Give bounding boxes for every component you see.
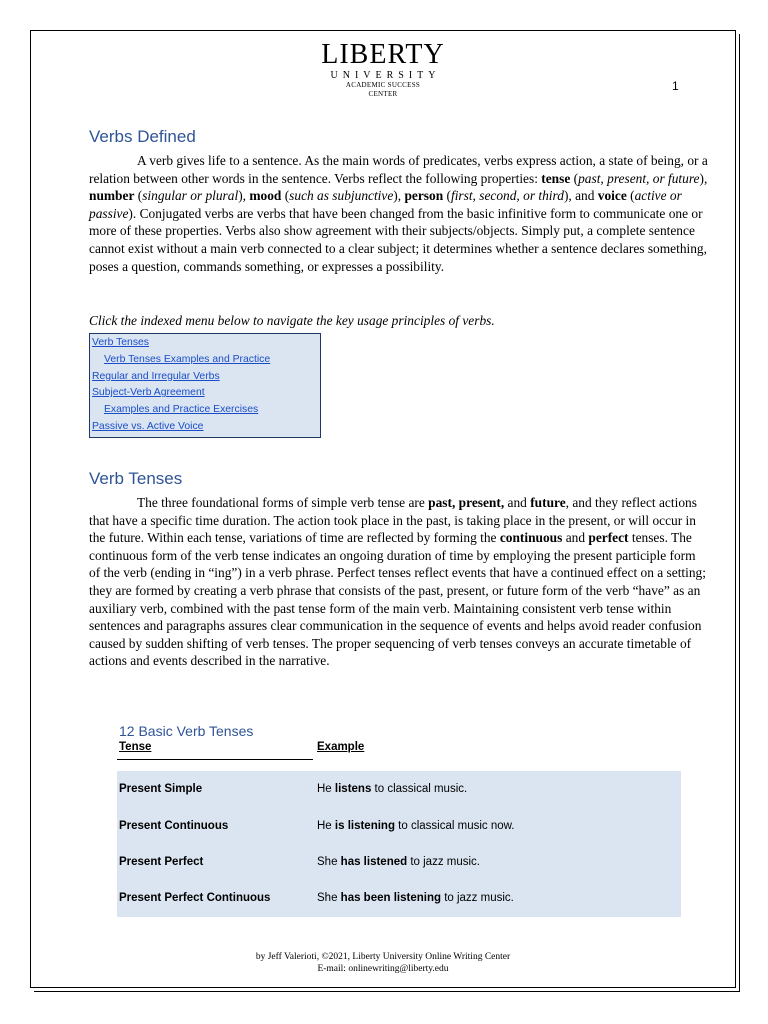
heading-verb-tenses: Verb Tenses bbox=[89, 469, 183, 488]
bold-term: has been listening bbox=[340, 892, 441, 904]
bold-term: future bbox=[530, 495, 566, 510]
example-cell: She has been listening to jazz music. bbox=[317, 892, 514, 904]
logo-line-1: ACADEMIC SUCCESS bbox=[345, 81, 421, 89]
page-footer bbox=[31, 951, 735, 975]
nav-link-verb-tenses[interactable]: Verb Tenses bbox=[92, 337, 149, 348]
bold-term: is listening bbox=[334, 820, 395, 832]
nav-link-passive-active[interactable]: Passive vs. Active Voice bbox=[92, 420, 204, 432]
navigation-instruction: Click the indexed menu below to navigate the key usage principles of verbs. bbox=[89, 313, 495, 328]
italic-term: singular or plural bbox=[142, 188, 239, 204]
example-cell: He listens to classical music. bbox=[317, 783, 468, 795]
italic-term: such as subjunctive bbox=[289, 188, 394, 204]
header-rule bbox=[117, 759, 313, 760]
nav-link-verb-tenses-examples[interactable]: Verb Tenses Examples and Practice bbox=[104, 353, 271, 365]
logo-line-2: CENTER bbox=[368, 90, 398, 98]
example-cell: She has listened to jazz music. bbox=[317, 856, 480, 868]
italic-term: first, second, or third bbox=[450, 188, 564, 204]
table-row bbox=[117, 880, 681, 916]
column-header-example: Example bbox=[317, 741, 365, 753]
tense-cell: Present Perfect bbox=[119, 856, 204, 868]
logo-wordmark: LIBERTY bbox=[321, 39, 445, 70]
nav-link-regular-irregular[interactable]: Regular and Irregular Verbs bbox=[92, 370, 220, 382]
nav-link-examples-practice[interactable]: Examples and Practice Exercises bbox=[104, 404, 259, 416]
bold-term: perfect bbox=[588, 530, 629, 546]
verb-tense-table bbox=[117, 771, 681, 917]
bold-term: person bbox=[404, 188, 444, 204]
italic-term: active or passive bbox=[89, 188, 682, 221]
example-cell: He is listening to classical music now. bbox=[317, 820, 515, 832]
bold-term: continuous bbox=[499, 530, 563, 546]
bold-term: has listened bbox=[340, 856, 408, 868]
nav-link-subject-verb-agreement[interactable]: Subject-Verb Agreement bbox=[92, 387, 205, 399]
bold-term: past, present, bbox=[428, 495, 505, 510]
bold-term: mood bbox=[249, 188, 282, 204]
page-number: 1 bbox=[672, 79, 679, 93]
bold-term: voice bbox=[597, 188, 627, 204]
paragraph-verb-tenses: The three foundational forms of simple verb tense are past, present, and future, and they reflect actions that have a specific time duration. The action took place in the past, is taking place in the present, or will occur in the future. Within each tense, variations of time are reflected by forming the continuous and perfect tenses. The continuous form of the verb tense indicates an ongoing duration of time by employing the present participle form of the verb (ending in “ing”) in a verb phrase. Perfect tenses reflect events that have a continued effect on a setting; they are formed by creating a verb phrase that consists of the past, present, or future form of the verb “have” as an auxiliary verb, combined with the past tense form of the main verb. Maintaining consistent verb tense within sentences and paragraphs assures clear communication in the sequence of events and helps avoid reader confusion caused by sudden shifting of verb tenses. The proper sequencing of verb tenses conveys an accurate timetable of actions and events described in the narrative. bbox=[89, 495, 706, 669]
tense-cell: Present Continuous bbox=[119, 820, 229, 832]
bold-term: number bbox=[89, 188, 135, 204]
bold-term: listens bbox=[334, 783, 372, 795]
liberty-logo bbox=[31, 41, 735, 99]
table-row bbox=[117, 771, 681, 807]
tense-cell: Present Simple bbox=[119, 783, 203, 795]
document-page bbox=[30, 30, 736, 988]
bold-term: tense bbox=[541, 170, 571, 186]
table-row bbox=[117, 808, 681, 844]
column-header-tense: Tense bbox=[119, 741, 152, 753]
table-row bbox=[117, 844, 681, 880]
paragraph-verbs-defined: A verb gives life to a sentence. As the main words of predicates, verbs express action, a state of being, or a relation between other words in the sentence. Verbs reflect the following properties: tense (past, present, or future), number (singular or plural), mood (such as subjunctive), person (first, second, or third), and voice (active or passive). Conjugated verbs are verbs that have been changed from the basic infinitive form to communicate one or more of these properties. Verbs also show agreement with their subjects/objects. Simply put, a complete sentence cannot exist without a main verb connected to a clear subject; it determines whether a sentence declares something, poses a question, commands something, or expresses a possibility. bbox=[89, 153, 708, 274]
tense-cell: Present Perfect Continuous bbox=[119, 892, 271, 904]
footer-credit: by Jeff Valerioti, ©2021, Liberty University Online Writing Center bbox=[255, 952, 511, 962]
italic-term: past, present, or future bbox=[578, 170, 700, 186]
footer-email: E-mail: onlinewriting@liberty.edu bbox=[317, 964, 449, 974]
logo-university: UNIVERSITY bbox=[330, 70, 441, 81]
heading-verbs-defined: Verbs Defined bbox=[89, 127, 196, 146]
table-title: 12 Basic Verb Tenses bbox=[119, 723, 254, 739]
indexed-menu bbox=[89, 333, 321, 438]
